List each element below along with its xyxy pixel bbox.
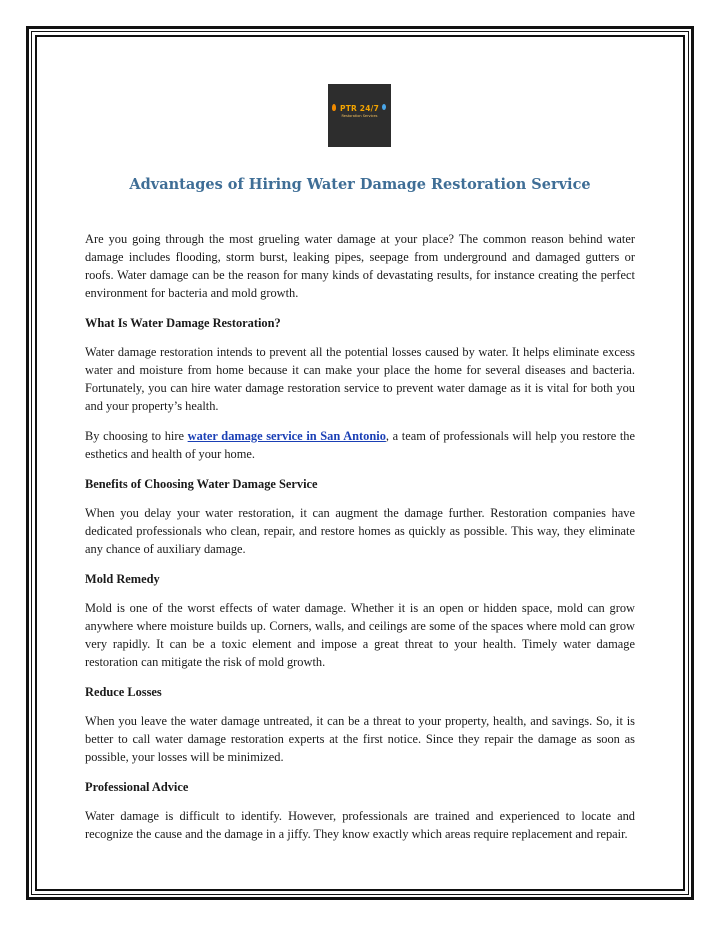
professional-advice-paragraph: Water damage is difficult to identify. However, professionals are trained and experienced to locate and recognize the cause and the damage in a jiffy. They know exactly which areas require replacement and repair. [85,809,635,841]
intro-paragraph: Are you going through the most grueling water damage at your place? The common reason behind water damage includes flooding, storm burst, leaking pipes, seepage from underground and damaged gutters or roofs. Water damage can be the reason for many kinds of devastating results, for instance creating the perfect environment for bacteria and mold growth. [85,232,635,300]
hire-paragraph [85,427,635,463]
what-is-paragraph: Water damage restoration intends to prevent all the potential losses caused by water. It helps eliminate excess water and moisture from home because it can make your place the home for several diseases and bacteria. Fortunately, you can hire water damage restoration service to prevent water damage as it is vital for both you and your property’s health. [85,345,635,413]
hire-text-after: , a team of professionals will help you restore the esthetics and health of your home. [85,429,635,461]
section-heading-reduce-losses: Reduce Losses [85,685,162,699]
benefits-paragraph: When you delay your water restoration, it can augment the damage further. Restoration companies have dedicated professionals who clean, repair, and restore homes as quickly as possible. This way, they eliminate any chance of auxiliary damage. [85,506,635,556]
document-title: Advantages of Hiring Water Damage Restoration Service [129,176,591,193]
water-damage-service-link[interactable]: water damage service in San Antonio [187,429,386,443]
logo-subtext: Restoration Services [341,114,378,118]
section-heading-benefits: Benefits of Choosing Water Damage Service [85,477,318,491]
section-heading-what-is: What Is Water Damage Restoration? [85,316,281,330]
logo-text: PTR 24/7 [340,104,379,113]
section-heading-professional-advice: Professional Advice [85,780,189,794]
water-drop-icon [382,104,386,110]
article-body [85,230,635,855]
mold-remedy-paragraph: Mold is one of the worst effects of water damage. Whether it is an open or hidden space, mold can grow anywhere where moisture builds up. Corners, walls, and ceilings are some of the spaces where mold can grow very rapidly. It can be a toxic element and impose a great threat to your health. Timely water damage restoration can mitigate the risk of mold growth. [85,601,635,669]
reduce-losses-paragraph: When you leave the water damage untreated, it can be a threat to your property, health, and savings. So, it is better to call water damage restoration experts at the first notice. Since they repair the damage as soon as possible, your losses will be minimized. [85,714,635,764]
hire-text-before: By choosing to hire [85,429,188,443]
company-logo [328,84,391,147]
section-heading-mold-remedy: Mold Remedy [85,572,160,586]
